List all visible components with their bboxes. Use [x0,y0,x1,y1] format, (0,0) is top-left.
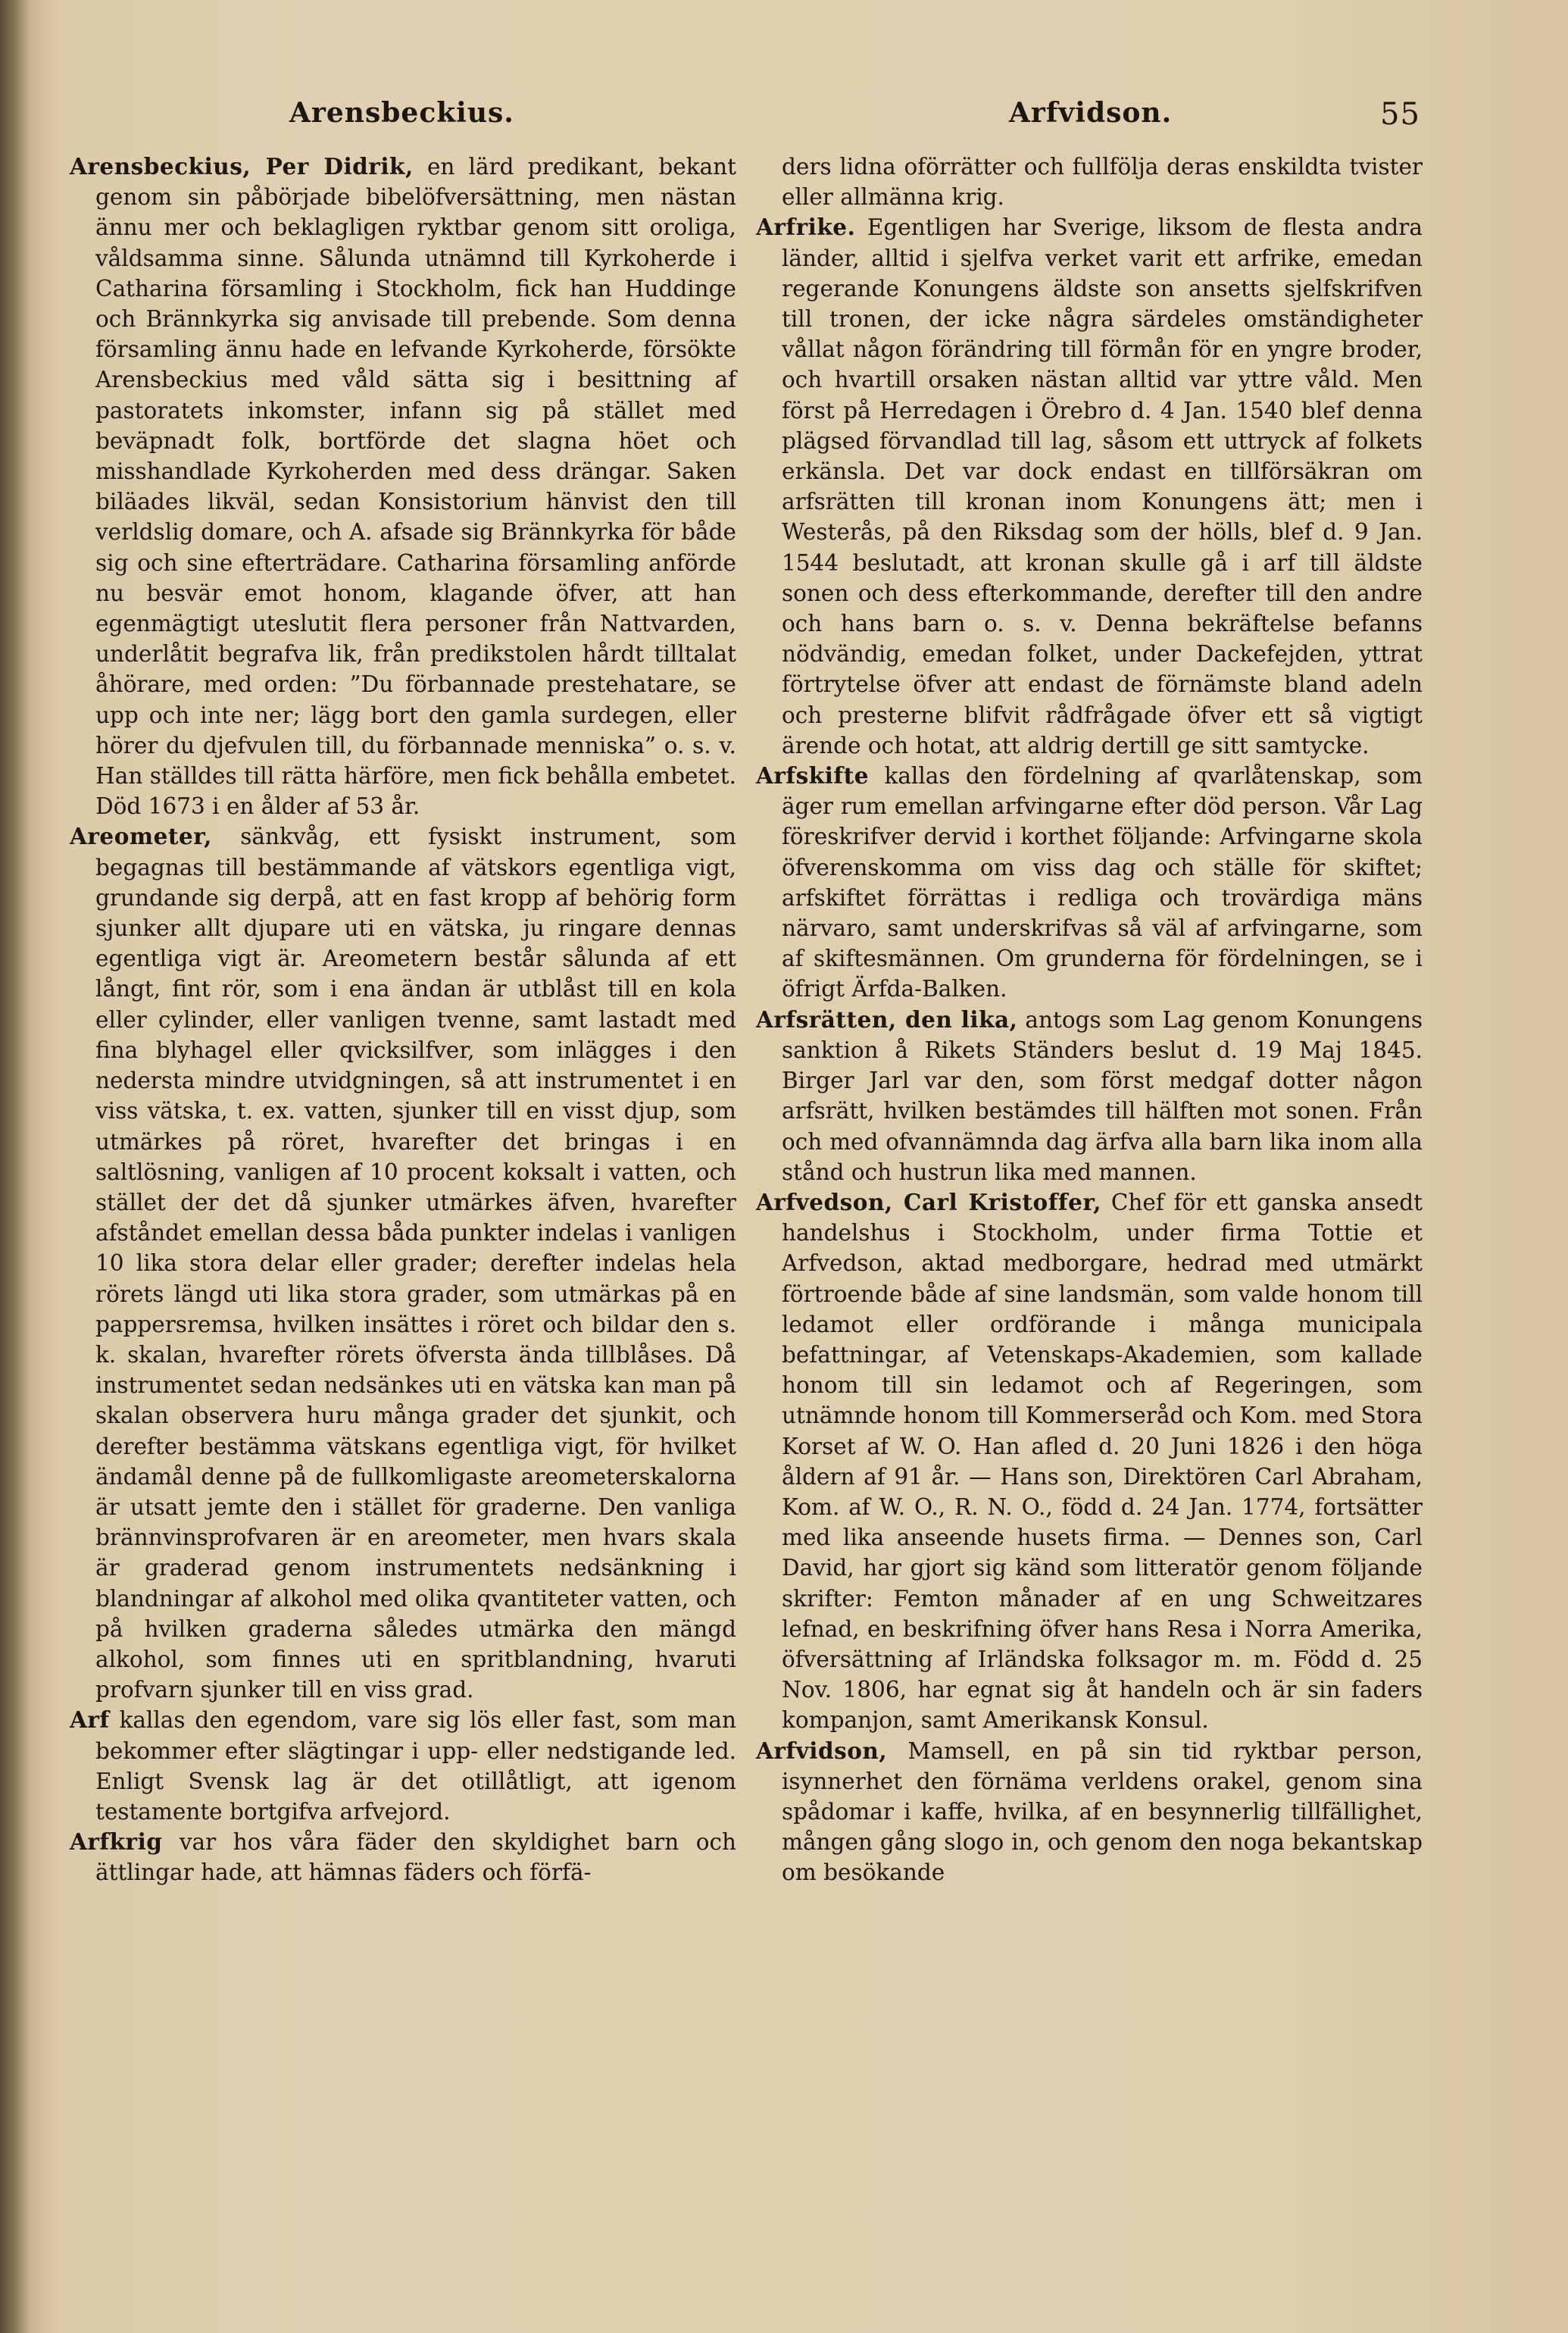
entry-arensbeckius [70,152,736,821]
entry-arfvidson [756,1736,1423,1888]
entry-arfrike [756,212,1423,761]
entry-arfskifte [756,761,1423,1005]
entry-headword: Areometer, [70,823,212,850]
entry-headword: Arf [70,1706,110,1734]
entry-text: antogs som Lag genom Konungens sanktion å Rikets Ständers beslut d. 19 Maj 1845. Birger Jarl var den, som först medgaf dotter någon arfsrätt, hvilken bestämdes till hälften mot sonen. Från och med ofvannämnda dag ärfva alla barn lika inom alla stånd och hustrun lika med mannen. [782,1006,1423,1185]
entry-arfkrig [70,1827,736,1887]
entry-headword: Arfrike. [756,214,856,241]
entry-text: Egentligen har Sverige, liksom de flesta andra länder, alltid i sjelfva verket varit ett arfrike, emedan regerande Konungens äldste son ansetts sjelfskrifven till tronen, der icke några särdeles omständigheter vållat någon förändring till förmån för en yngre broder, och hvartill orsaken nästan alltid var yttre våld. Men först på Herredagen i Örebro d. 4 Jan. 1540 blef denna plägsed förvandlad till lag, såsom ett uttryck af folkets erkänsla. Det var dock endast en tillförsäkran om arfsrätten till kronan inom Konungens ätt; men i Westerås, på den Riksdag som der hölls, blef d. 9 Jan. 1544 beslutadt, att kronan skulle gå i arf till äldste sonen och dess efterkommande, derefter till den andre och hans barn o. s. v. Denna bekräftelse befanns nödvändig, emedan folket, under Dackefejden, yttrat förtrytelse öfver att endast de förnämste bland adeln och presterne blifvit rådfrågade öfver ett så vigtigt ärende och hotat, att aldrig dertill ge sitt samtycke. [782,214,1423,758]
running-header [70,97,1418,142]
entry-text: kallas den fördelning af qvarlåtenskap, som äger rum emellan arfvingarne efter död person. Vår Lag föreskrifver dervid i korthet följande: Arfvingarne skola öfverenskomma om viss dag och ställe för skiftet; arfskiftet förrättas i redliga och trovärdiga mäns närvaro, samt underskrifvas så väl af arfvingarne, som af skiftesmännen. Om grunderna för fördelningen, se i öfrigt Ärfda-Balken. [782,763,1423,1002]
right-column [756,152,1423,1888]
entry-text: Mamsell, en på sin tid ryktbar person, isynnerhet den förnäma verldens orakel, genom sina spådomar i kaffe, hvilka, af en besynnerlig tillfällighet, mången gång slogo in, och genom den noga bekantskap om besökande [782,1737,1423,1886]
entry-text: sänkvåg, ett fysiskt instrument, som begagnas till bestämmande af vätskors egentliga vigt, grundande sig derpå, att en fast kropp af behörig form sjunker allt djupare uti en vätska, ju ringare dennas egentliga vigt är. Areometern består sålunda af ett långt, fint rör, som i ena ändan är utblåst till en kola eller cylinder, eller vanligen tvenne, samt lastadt med fina blyhagel eller qvicksilfver, som inlägges i den nedersta mindre utvidgningen, så att instrumentet i en viss vätska, t. ex. vatten, sjunker till en visst djup, som utmärkes på röret, hvarefter det bringas i en saltlösning, vanligen af 10 procent koksalt i vatten, och stället der det då sjunker utmärkes äfven, hvarefter afståndet emellan dessa båda punkter indelas i vanligen 10 lika stora delar eller grader; derefter indelas hela rörets längd uti lika stora grader, som utmärkas på en pappersremsa, hvilken insättes i röret och bildar den s. k. skalan, hvarefter rörets öfversta ända tillblåses. Då instrumentet sedan nedsänkes uti en vätska kan man på skalan observera huru många grader det sjunkit, och derefter bestämma vätskans egentliga vigt, för hvilket ändamål denne på de fullkomligaste areometerskalorna är utsatt jemte den i stället för graderne. Den vanliga brännvinsprofvaren är en areometer, men hvars skala är graderad genom instrumentets nedsänkning i blandningar af alkohol med olika qvantiteter vatten, och på hvilken graderna således utmärka den mängd alkohol, som finnes uti en spritblandning, hvaruti profvarn sjunker till en viss grad. [95,824,736,1703]
entry-arfsratten [756,1005,1423,1187]
entry-headword: Arfvedson, Carl Kristoffer, [756,1188,1102,1215]
left-column [70,152,736,1888]
entry-arfvedson [756,1187,1423,1736]
entry-arfkrig-continuation: ders lidna oförrätter och fullfölja deras enskildta tvister eller allmänna krig. [782,154,1423,211]
entry-arf [70,1705,736,1827]
entry-areometer [70,821,736,1705]
entry-text: kallas den egendom, vare sig lös eller fast, som man bekommer efter slägtingar i upp- eller nedstigande led. Enligt Svensk lag är det otillåtligt, att igenom testamente bortgifva arfvejord. [95,1707,736,1825]
entry-text: en lärd predikant, bekant genom sin påbörjade bibelöfversättning, men nästan ännu mer och beklagligen ryktbar genom sitt oroliga, våldsamma sinne. Sålunda utnämnd till Kyrkoherde i Catharina församling i Stockholm, fick han Huddinge och Brännkyrka sig anvisade till prebende. Som denna församling ännu hade en lefvande Kyrkoherde, försökte Arensbeckius med våld sätta sig i besittning af pastoratets inkomster, infann sig på stället med beväpnadt folk, bortförde det slagna höet och misshandlade Kyrkoherden med dess drängar. Saken biläades likväl, sedan Konsistorium hänvist den till verldslig domare, och A. afsade sig Brännkyrka för både sig och sine efterträdare. Catharina församling anförde nu besvär emot honom, klagande öfver, att han egenmägtigt uteslutit flera personer från Nattvarden, underlåtit begrafva lik, från predikstolen hårdt tilltalat åhörare, med orden: ”Du förbannade prestehatare, se upp och inte ner; lägg bort den gamla surdegen, eller hörer du djefvulen till, du förbannade menniska” o. s. v. Han ställdes till rätta härföre, men fick behålla embetet. Död 1673 i en ålder af 53 år. [95,154,737,820]
entry-headword: Arfskifte [756,762,869,790]
right-running-head: Arfvidson. [1009,97,1173,129]
entry-headword: Arfkrig [70,1828,163,1856]
left-running-head: Arensbeckius. [289,97,514,129]
entry-headword: Arensbeckius, Per Didrik, [70,153,414,180]
page-number: 55 [1380,97,1420,132]
entry-text: Chef för ett ganska ansedt handelshus i Stockholm, under firma Tottie et Arfvedson, aktad medborgare, hedrad med utmärkt förtroende både af sine landsmän, som valde honom till ledamot eller ordförande i många municipala befattningar, af Vetenskaps-Akademien, som kallade honom till sin ledamot och af Regeringen, som utnämnde honom till Kommerseråd och Kom. med Stora Korset af W. O. Han afled d. 20 Juni 1826 i den höga åldern af 91 år. — Hans son, Direktören Carl Abraham, Kom. af W. O., R. N. O., född d. 24 Jan. 1774, fortsätter med lika anseende husets firma. — Dennes son, Carl David, har gjort sig känd som litteratör genom följande skrifter: Femton månader af en ung Schweitzares lefnad, en beskrifning öfver hans Resa i Norra Amerika, öfversättning af Irländska folksagor m. m. Född d. 25 Nov. 1806, har egnat sig åt handeln och är sin faders kompanjon, samt Amerikansk Konsul. [782,1189,1423,1734]
entry-headword: Arfvidson, [756,1737,888,1764]
entry-text: var hos våra fäder den skyldighet barn och ättlingar hade, att hämnas fäders och förfä- [95,1829,736,1886]
entry-headword: Arfsrätten, den lika, [756,1005,1018,1033]
